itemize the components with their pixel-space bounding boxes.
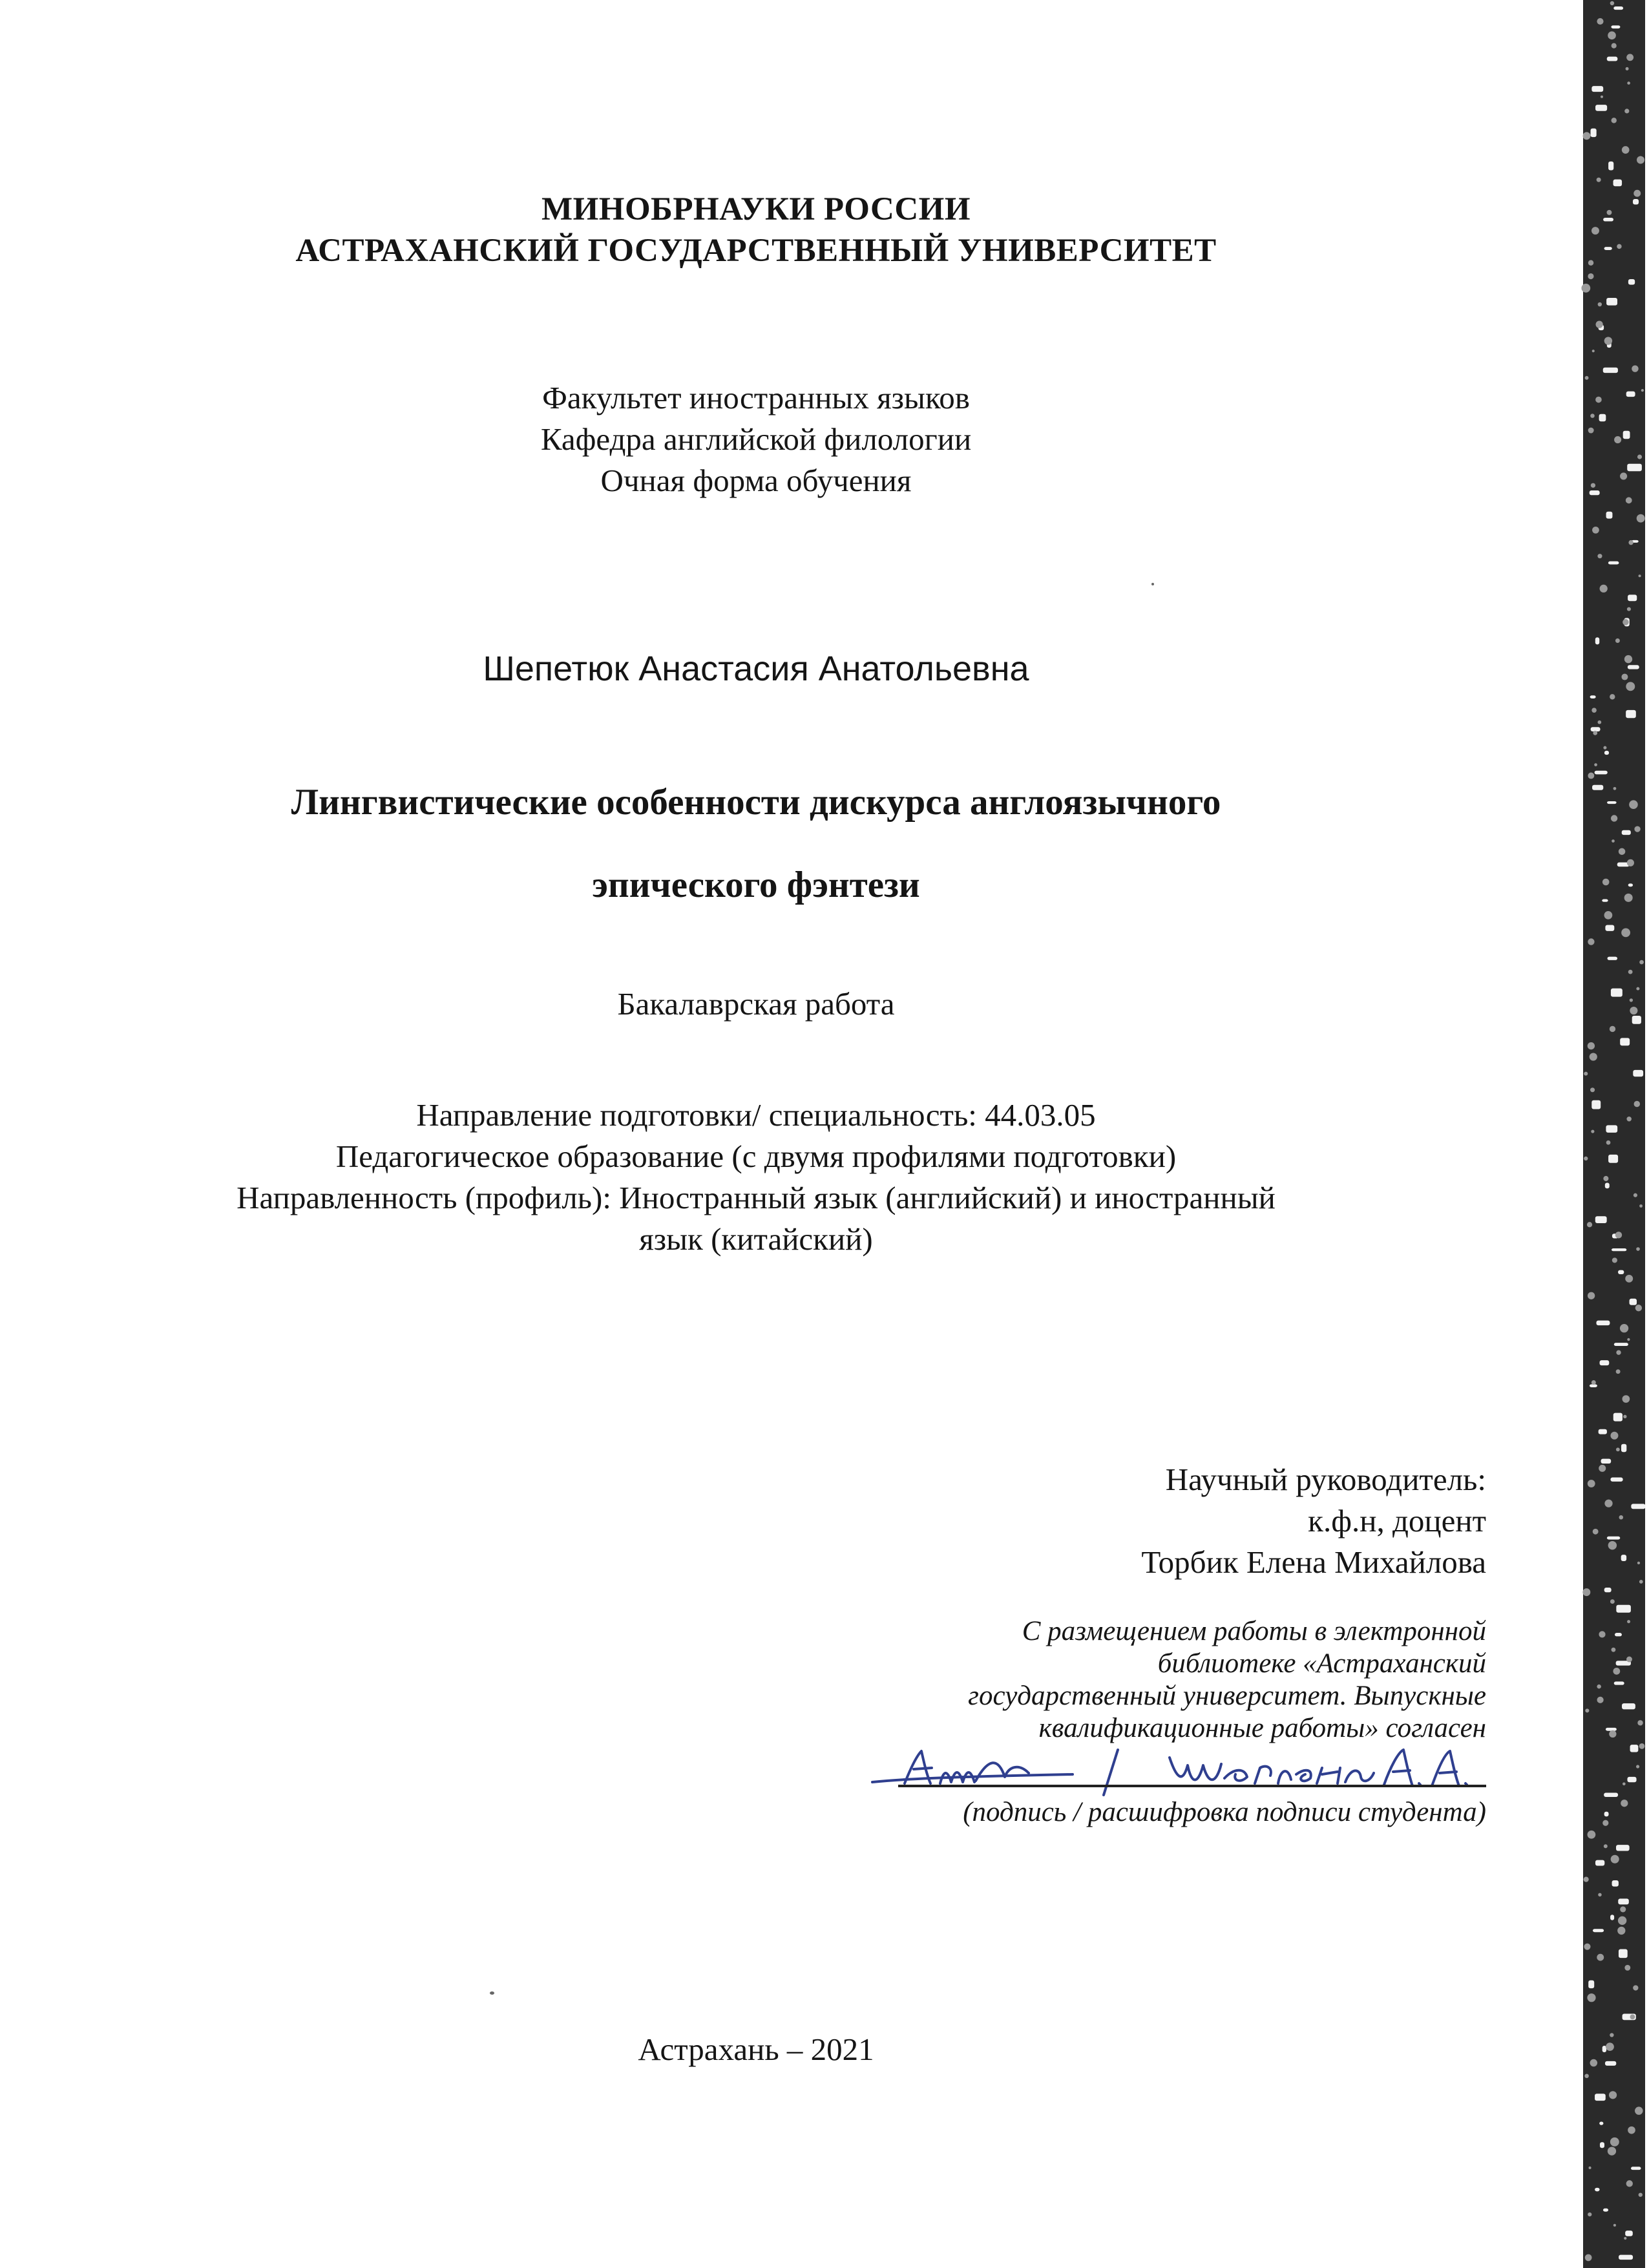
binding-hole [1607, 801, 1617, 804]
binding-spot [1626, 54, 1633, 61]
scan-speck [1151, 583, 1154, 585]
binding-spot [1588, 273, 1593, 279]
binding-hole [1630, 1745, 1639, 1752]
binding-spot [1620, 1324, 1628, 1332]
binding-spot [1629, 800, 1638, 809]
binding-spot [1608, 32, 1616, 40]
binding-hole [1622, 1703, 1635, 1709]
binding-hole [1621, 1555, 1626, 1561]
binding-spot [1616, 1369, 1621, 1374]
binding-spot [1635, 1305, 1642, 1311]
binding-hole [1595, 771, 1608, 775]
consent-line: государственный университет. Выпускные [968, 1681, 1486, 1711]
binding-spot [1612, 43, 1617, 48]
supervisor-name: Торбик Елена Михайлова [1141, 1544, 1486, 1580]
binding-spot [1589, 2167, 1591, 2169]
binding-spot [1599, 1631, 1605, 1637]
binding-spot [1591, 1129, 1594, 1133]
scan-speck [490, 1991, 494, 1995]
binding-spot [1584, 1157, 1588, 1160]
binding-spot [1591, 708, 1597, 713]
binding-hole [1627, 464, 1642, 471]
binding-spot [1619, 848, 1626, 856]
binding-spot [1581, 284, 1590, 293]
binding-hole [1593, 1929, 1604, 1932]
binding-spot [1592, 350, 1595, 352]
binding-spot [1626, 2180, 1633, 2187]
binding-spot [1637, 455, 1642, 459]
binding-hole [1623, 431, 1630, 439]
binding-spot [1621, 1800, 1628, 1807]
binding-spot [1626, 1117, 1632, 1122]
binding-spot [1591, 227, 1599, 235]
binding-hole [1592, 785, 1603, 790]
binding-spot [1610, 694, 1615, 699]
binding-spot [1620, 472, 1627, 479]
binding-hole [1604, 247, 1612, 250]
binding-spot [1582, 1588, 1590, 1596]
binding-hole [1604, 1812, 1609, 1816]
binding-hole [1591, 86, 1603, 92]
binding-hole [1603, 2209, 1608, 2212]
binding-spot [1628, 540, 1633, 545]
binding-spot [1591, 483, 1595, 488]
binding-hole [1612, 1880, 1619, 1887]
binding-hole [1612, 1248, 1626, 1251]
binding-spot [1597, 18, 1603, 25]
consent-line: квалификационные работы» согласен [1038, 1713, 1486, 1743]
binding-spot [1607, 210, 1612, 215]
binding-spot [1610, 2137, 1619, 2147]
binding-spot [1613, 2224, 1616, 2227]
faculty-block [207, 377, 1305, 501]
binding-spot [1633, 190, 1641, 197]
binding-hole [1588, 1980, 1594, 1988]
consent-line: С размещением работы в электронной [1022, 1616, 1486, 1646]
binding-spot [1608, 2147, 1616, 2155]
binding-spot [1588, 1042, 1595, 1049]
binding-spot [1630, 998, 1633, 1002]
binding-spot [1610, 1, 1615, 6]
library-consent [840, 1615, 1486, 1745]
binding-spot [1609, 1730, 1616, 1738]
binding-hole [1605, 2061, 1616, 2066]
binding-hole [1611, 25, 1620, 28]
binding-hole [1633, 1070, 1643, 1076]
binding-spot [1606, 1140, 1611, 1145]
binding-spot [1639, 2193, 1643, 2197]
binding-spot [1612, 1648, 1616, 1652]
binding-hole [1613, 6, 1623, 10]
binding-spot [1637, 1720, 1643, 1725]
binding-hole [1628, 594, 1637, 601]
binding-spot [1639, 1204, 1643, 1208]
binding-hole [1595, 105, 1607, 111]
binding-spot [1598, 302, 1602, 306]
binding-hole [1633, 199, 1639, 204]
binding-hole [1605, 1183, 1610, 1189]
binding-spot [1628, 970, 1633, 974]
binding-spot [1588, 1831, 1596, 1839]
binding-spot [1595, 397, 1602, 403]
binding-spot [1597, 1697, 1603, 1703]
binding-spot [1623, 1783, 1626, 1786]
faculty-name: Факультет иностранных языков [542, 380, 970, 415]
binding-spot [1615, 1232, 1622, 1238]
binding-spot [1584, 1944, 1590, 1950]
binding-hole [1600, 2142, 1604, 2148]
binding-hole [1606, 1728, 1617, 1731]
binding-hole [1595, 2094, 1606, 2101]
binding-hole [1610, 1915, 1614, 1920]
thesis-title [207, 761, 1305, 927]
binding-spot [1590, 414, 1595, 418]
binding-spot [1637, 156, 1644, 164]
binding-spot [1633, 1985, 1638, 1990]
binding-hole [1606, 1125, 1617, 1133]
binding-hole [1620, 1038, 1630, 1045]
binding-hole [1613, 180, 1623, 187]
consent-line: библиотеке «Астраханский [1157, 1648, 1486, 1679]
binding-spot [1639, 1743, 1645, 1749]
binding-hole [1628, 665, 1639, 669]
binding-spot [1604, 1500, 1612, 1507]
binding-spot [1617, 244, 1621, 249]
binding-spot [1636, 987, 1639, 991]
binding-spot [1588, 773, 1594, 779]
direction-code: Направление подготовки/ специальность: 44.03.05 [416, 1097, 1096, 1133]
binding-spot [1598, 720, 1602, 724]
binding-spot [1592, 527, 1599, 534]
binding-spot [1626, 67, 1629, 70]
binding-spot [1604, 911, 1613, 919]
binding-strip [1557, 0, 1649, 2268]
thesis-title-line: Лингвистические особенности дискурса англоязычного [291, 782, 1221, 823]
binding-hole [1603, 368, 1618, 373]
binding-hole [1595, 1860, 1604, 1866]
supervisor-degree: к.ф.н, доцент [1308, 1503, 1486, 1538]
binding-hole [1607, 1537, 1620, 1540]
binding-spot [1636, 1765, 1639, 1768]
binding-spot [1588, 938, 1594, 945]
binding-hole [1614, 1681, 1624, 1685]
binding-hole [1591, 727, 1601, 731]
binding-spot [1610, 1432, 1618, 1440]
binding-hole [1613, 1413, 1623, 1422]
binding-spot [1623, 619, 1629, 625]
binding-spot [1628, 2126, 1635, 2134]
binding-spot [1637, 514, 1645, 523]
binding-spot [1604, 1844, 1608, 1848]
direction-profile-cont: язык (китайский) [639, 1221, 873, 1257]
binding-spot [1600, 585, 1608, 593]
binding-spot [1588, 260, 1593, 265]
binding-hole [1604, 1588, 1612, 1592]
binding-hole [1630, 1299, 1637, 1305]
binding-spot [1639, 574, 1641, 577]
binding-spot [1630, 2014, 1635, 2019]
city-year: Астрахань – 2021 [638, 2032, 874, 2067]
binding-hole [1606, 512, 1613, 519]
binding-spot [1641, 389, 1644, 392]
binding-spot [1625, 1275, 1633, 1283]
binding-hole [1606, 298, 1617, 306]
binding-hole [1599, 414, 1606, 421]
binding-hole [1600, 1360, 1610, 1365]
binding-hole [1608, 562, 1619, 565]
study-form: Очная форма обучения [600, 463, 912, 498]
binding-spot [1621, 929, 1630, 938]
binding-spot [1601, 96, 1603, 98]
binding-hole [1599, 2122, 1603, 2125]
binding-spot [1585, 1708, 1589, 1712]
binding-hole [1622, 830, 1631, 835]
binding-spot [1626, 682, 1635, 691]
binding-spot [1587, 1222, 1592, 1227]
binding-hole [1615, 1633, 1622, 1636]
binding-spot [1627, 859, 1634, 866]
binding-spot [1621, 674, 1628, 680]
binding-spot [1585, 376, 1589, 380]
binding-spot [1584, 2074, 1589, 2079]
binding-spot [1585, 2254, 1592, 2262]
binding-hole [1610, 1478, 1623, 1482]
binding-spot [1622, 1395, 1630, 1403]
binding-spot [1633, 1193, 1637, 1197]
department-name: Кафедра английской филологии [540, 421, 972, 457]
binding-spot [1627, 81, 1630, 85]
signature-caption: (подпись / расшифровка подписи студента) [963, 1797, 1486, 1827]
binding-spot [1584, 1072, 1588, 1076]
binding-spot [1611, 1855, 1619, 1864]
binding-hole [1590, 490, 1600, 495]
binding-hole [1611, 989, 1623, 997]
binding-hole [1626, 710, 1636, 718]
binding-spot [1587, 1993, 1595, 2002]
binding-spot [1603, 746, 1606, 750]
binding-spot [1606, 2042, 1614, 2051]
binding-spot [1613, 787, 1617, 790]
binding-spot [1624, 2237, 1626, 2240]
binding-spot [1616, 1447, 1620, 1451]
binding-spot [1602, 879, 1610, 886]
binding-spot [1597, 178, 1601, 182]
binding-hole [1599, 1429, 1607, 1434]
binding-spot [1610, 1026, 1615, 1032]
binding-hole [1595, 637, 1599, 644]
binding-hole [1591, 1100, 1601, 1109]
binding-spot [1630, 1007, 1637, 1014]
direction-profile: Направленность (профиль): Иностранный язык (английский) и иностранный [236, 1180, 1276, 1215]
binding-hole [1632, 1016, 1641, 1024]
binding-spot [1612, 1257, 1617, 1263]
binding-hole [1591, 129, 1597, 137]
binding-hole [1619, 1949, 1628, 1958]
binding-spot [1584, 1877, 1589, 1882]
binding-spot [1597, 1685, 1601, 1688]
binding-hole [1601, 1459, 1612, 1464]
direction-program: Педагогическое образование (с двумя профилями подготовки) [335, 1139, 1177, 1174]
binding-spot [1624, 894, 1633, 902]
binding-spot [1603, 1176, 1608, 1181]
binding-spot [1627, 607, 1631, 611]
binding-hole [1595, 1216, 1607, 1223]
binding-hole [1607, 57, 1618, 61]
student-signature [859, 1732, 1480, 1803]
signature-line [898, 1785, 1486, 1787]
binding-spot [1597, 554, 1602, 558]
binding-spot [1583, 132, 1591, 140]
binding-spot [1590, 1087, 1595, 1092]
binding-hole [1604, 751, 1609, 755]
binding-hole [1618, 1898, 1629, 1904]
work-type: Бакалаврская работа [617, 986, 895, 1022]
binding-spot [1609, 2091, 1617, 2099]
binding-hole [1618, 1270, 1624, 1274]
binding-hole [1603, 218, 1613, 222]
binding-spot [1612, 839, 1615, 843]
binding-spot [1637, 1562, 1640, 1564]
binding-spot [1597, 1954, 1604, 1961]
binding-spot [1590, 1053, 1597, 1060]
supervisor-block [1141, 1459, 1486, 1583]
binding-spot [1627, 1620, 1630, 1623]
binding-hole [1628, 883, 1633, 887]
binding-spot [1624, 1965, 1630, 1971]
binding-spot [1610, 2033, 1613, 2037]
binding-hole [1628, 279, 1635, 285]
binding-hole [1621, 1444, 1626, 1453]
binding-hole [1595, 2188, 1599, 2191]
binding-spot [1622, 146, 1630, 154]
binding-hole [1590, 695, 1596, 698]
binding-spot [1615, 638, 1620, 643]
binding-spot [1636, 1247, 1640, 1251]
binding-spot [1590, 2059, 1598, 2067]
binding-hole [1604, 1792, 1618, 1796]
binding-spot [1588, 1480, 1595, 1487]
binding-spot [1632, 365, 1639, 372]
ministry-name: МИНОБРНАУКИ РОССИИ [541, 191, 971, 227]
binding-spot [1602, 1820, 1608, 1826]
binding-spot [1639, 960, 1644, 965]
binding-spot [1593, 1529, 1599, 1535]
binding-spot [1610, 1599, 1615, 1604]
binding-spot [1598, 1893, 1601, 1896]
binding-hole [1616, 1845, 1630, 1851]
author-name: Шепетюк Анастасия Анатольевна [483, 649, 1029, 688]
binding-spot [1617, 1927, 1625, 1935]
binding-spot [1608, 1541, 1617, 1549]
binding-spot [1616, 1350, 1621, 1354]
binding-spot [1620, 1906, 1626, 1912]
binding-spot [1634, 1101, 1641, 1108]
binding-spot [1626, 497, 1632, 503]
ministry-header [207, 189, 1305, 271]
binding-hole [1619, 2255, 1633, 2260]
binding-spot [1627, 1338, 1630, 1341]
binding-spot [1634, 826, 1640, 832]
binding-spot [1612, 118, 1617, 123]
binding-hole [1590, 1384, 1597, 1387]
binding-spot [1611, 815, 1617, 821]
binding-spot [1604, 337, 1612, 344]
binding-spot [1624, 655, 1632, 663]
binding-hole [1608, 162, 1613, 171]
binding-hole [1616, 1605, 1631, 1613]
binding-hole [1608, 957, 1618, 960]
binding-spot [1591, 1380, 1596, 1385]
binding-hole [1631, 2167, 1641, 2170]
binding-spot [1599, 1465, 1606, 1472]
binding-hole [1631, 1504, 1645, 1509]
binding-spot [1594, 763, 1597, 766]
supervisor-label: Научный руководитель: [1165, 1462, 1486, 1497]
direction-block [207, 1095, 1305, 1260]
binding-hole [1596, 1321, 1610, 1325]
binding-spot [1613, 1668, 1620, 1675]
binding-spot [1588, 1292, 1595, 1299]
binding-spot [1626, 1657, 1632, 1663]
binding-hole [1626, 392, 1635, 397]
binding-spot [1623, 1415, 1626, 1418]
binding-spot [1619, 1515, 1623, 1520]
binding-spot [1614, 436, 1621, 443]
binding-hole [1605, 925, 1614, 930]
binding-spot [1588, 428, 1594, 434]
binding-hole [1602, 899, 1608, 901]
binding-spot [1593, 731, 1597, 735]
thesis-title-line: эпического фэнтези [592, 865, 920, 905]
binding-spot [1588, 2212, 1591, 2216]
binding-spot [1635, 2106, 1643, 2115]
binding-spot [1596, 321, 1603, 328]
binding-spot [1618, 1916, 1626, 1925]
binding-hole [1627, 1777, 1636, 1782]
binding-hole [1625, 2231, 1633, 2236]
binding-hole [1608, 1155, 1618, 1163]
binding-hole [1614, 1343, 1628, 1346]
binding-spot [1639, 1580, 1643, 1584]
binding-spot [1624, 109, 1629, 113]
university-name: АСТРАХАНСКИЙ ГОСУДАРСТВЕННЫЙ УНИВЕРСИТЕТ [295, 233, 1217, 269]
